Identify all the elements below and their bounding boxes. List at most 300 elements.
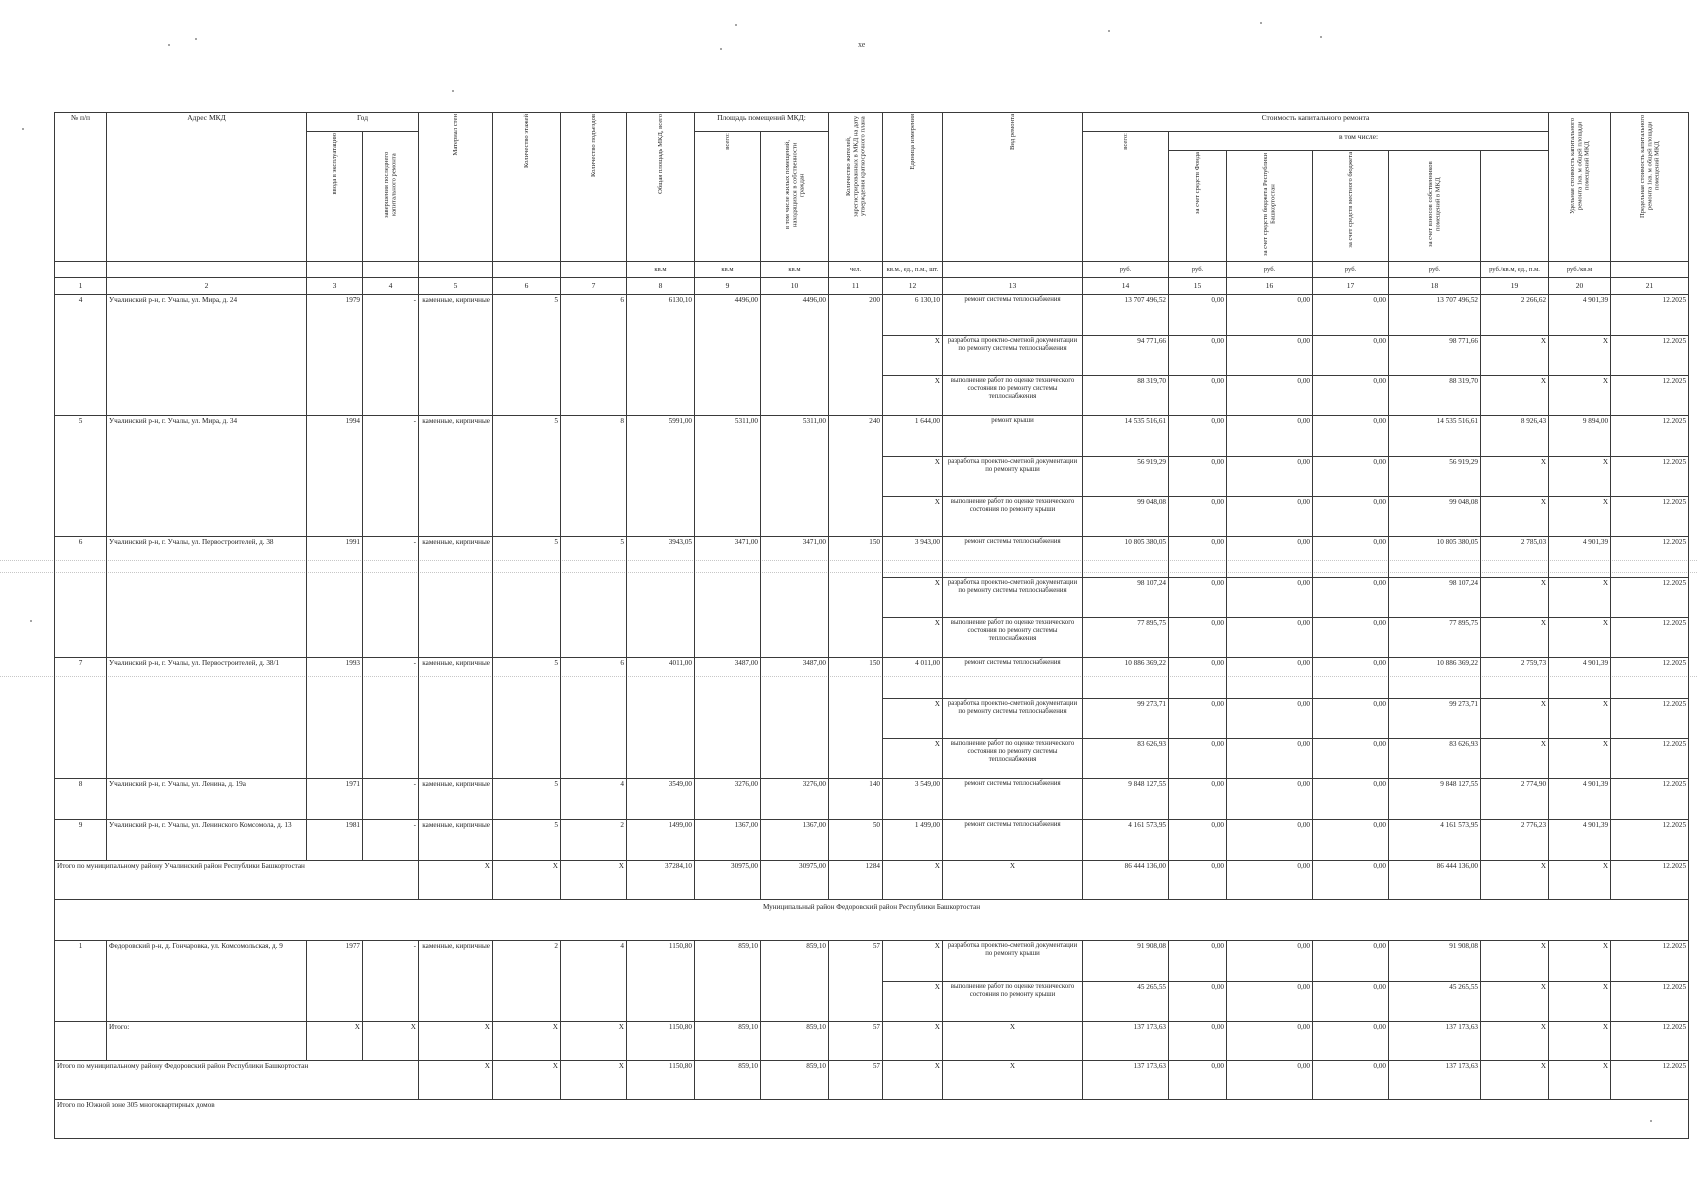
house-material: каменные, кирпичные [419, 820, 493, 861]
total-max-cost: X [1549, 861, 1611, 900]
max-cost: X [1549, 618, 1611, 658]
work-quantity: X [883, 941, 943, 982]
max-cost: X [1549, 941, 1611, 982]
unit-cell: руб./кв.м, ед., п.м. [1481, 262, 1549, 278]
house-last-repair: - [363, 658, 419, 779]
district-total-label: Итого по муниципальному району Федоровский район Республики Башкортостан [55, 1061, 419, 1100]
column-number: 9 [695, 278, 761, 295]
house-row [55, 779, 1689, 820]
total-owners: 86 444 136,00 [1389, 861, 1481, 900]
col-cost-group-header: Стоимость капитального ремонта [1083, 113, 1549, 132]
planned-date: 12.2025 [1611, 537, 1689, 578]
house-premises-private: 3276,00 [761, 779, 829, 820]
work-type: ремонт крыши [943, 416, 1083, 457]
house-residents: 150 [829, 658, 883, 779]
col-residents-header: Количество жителей, зарегистрированных в МКД на дату утверждения краткосрочного плана [829, 113, 883, 262]
total-floors: X [493, 861, 561, 900]
subtotal-area: 1150,80 [627, 1022, 695, 1061]
work-type: разработка проектно-сметной документации по ремонту крыши [943, 941, 1083, 982]
grand-total-row [55, 1100, 1689, 1139]
house-floors: 5 [493, 295, 561, 416]
work-quantity: X [883, 618, 943, 658]
subtotal-floors: X [493, 1022, 561, 1061]
cost-republic: 0,00 [1227, 820, 1313, 861]
total-local: 0,00 [1313, 1061, 1389, 1100]
planned-date: 12.2025 [1611, 497, 1689, 537]
cost-fund: 0,00 [1169, 376, 1227, 416]
house-number: 4 [55, 295, 107, 416]
cost-local: 0,00 [1313, 295, 1389, 336]
column-number: 20 [1549, 278, 1611, 295]
max-cost: 4 901,39 [1549, 537, 1611, 578]
unit-cost: 2 759,73 [1481, 658, 1549, 699]
house-row [55, 295, 1689, 336]
house-year: 1994 [307, 416, 363, 537]
col-unit-cost-header: Удельная стоимость капитального ремонта 1кв. м общей площади помещений МКД [1549, 113, 1611, 262]
work-quantity: 3 943,00 [883, 537, 943, 578]
house-residents: 200 [829, 295, 883, 416]
cost-republic: 0,00 [1227, 295, 1313, 336]
cost-republic: 0,00 [1227, 982, 1313, 1022]
total-cost: 86 444 136,00 [1083, 861, 1169, 900]
cost-local: 0,00 [1313, 699, 1389, 739]
cost-fund: 0,00 [1169, 295, 1227, 336]
unit-cost: X [1481, 982, 1549, 1022]
unit-cell: руб. [1169, 262, 1227, 278]
cost-republic: 0,00 [1227, 779, 1313, 820]
scan-speck [1260, 22, 1262, 24]
total-residents: 1284 [829, 861, 883, 900]
subtotal-premises-private: 859,10 [761, 1022, 829, 1061]
page-mark: хе [858, 40, 866, 49]
planned-date: 12.2025 [1611, 982, 1689, 1022]
unit-cell: кв.м [627, 262, 695, 278]
subtotal-max-cost: X [1549, 1022, 1611, 1061]
cost-fund: 0,00 [1169, 779, 1227, 820]
total-premises: 30975,00 [695, 861, 761, 900]
column-number: 15 [1169, 278, 1227, 295]
column-number: 6 [493, 278, 561, 295]
column-number: 17 [1313, 278, 1389, 295]
house-total-area: 6130,10 [627, 295, 695, 416]
column-number: 14 [1083, 278, 1169, 295]
house-row [55, 941, 1689, 982]
col-floors-header: Количество этажей [493, 113, 561, 262]
house-material: каменные, кирпичные [419, 658, 493, 779]
house-address: Учалинский р-н, г. Учалы, ул. Мира, д. 34 [107, 416, 307, 537]
total-cost: 137 173,63 [1083, 1061, 1169, 1100]
planned-date: 12.2025 [1611, 578, 1689, 618]
total-fund: 0,00 [1169, 1061, 1227, 1100]
unit-cost: X [1481, 699, 1549, 739]
cost-local: 0,00 [1313, 779, 1389, 820]
house-premises-total: 859,10 [695, 941, 761, 1022]
cost-fund: 0,00 [1169, 537, 1227, 578]
house-floors: 5 [493, 416, 561, 537]
subtotal-premises: 859,10 [695, 1022, 761, 1061]
subtotal-fund: 0,00 [1169, 1022, 1227, 1061]
column-number: 18 [1389, 278, 1481, 295]
house-entrances: 2 [561, 820, 627, 861]
house-entrances: 6 [561, 658, 627, 779]
planned-date: 12.2025 [1611, 336, 1689, 376]
work-quantity: X [883, 739, 943, 779]
col-cost-local-header: за счет средств местного бюджета [1313, 151, 1389, 262]
unit-cost: X [1481, 497, 1549, 537]
subtotal-date: 12.2025 [1611, 1022, 1689, 1061]
column-number: 12 [883, 278, 943, 295]
house-premises-total: 1367,00 [695, 820, 761, 861]
planned-date: 12.2025 [1611, 699, 1689, 739]
work-quantity: 4 011,00 [883, 658, 943, 699]
total-work-type: X [943, 861, 1083, 900]
grand-total-label: Итого по Южной зоне 305 многоквартирных домов [55, 1100, 1689, 1139]
work-type: ремонт системы теплоснабжения [943, 537, 1083, 578]
cost-local: 0,00 [1313, 820, 1389, 861]
house-year: 1971 [307, 779, 363, 820]
cost-owners: 99 273,71 [1389, 699, 1481, 739]
unit-cost: X [1481, 739, 1549, 779]
scan-speck [30, 620, 32, 622]
col-premises-private-header: в том числе жилых помещений, находящихся в собственности граждан [761, 132, 829, 262]
max-cost: X [1549, 982, 1611, 1022]
cost-republic: 0,00 [1227, 537, 1313, 578]
column-number: 11 [829, 278, 883, 295]
house-total-area: 3943,05 [627, 537, 695, 658]
column-number-row [55, 278, 1689, 295]
max-cost: X [1549, 497, 1611, 537]
house-premises-private: 5311,00 [761, 416, 829, 537]
work-type: ремонт системы теплоснабжения [943, 820, 1083, 861]
total-area: 1150,80 [627, 1061, 695, 1100]
work-type: разработка проектно-сметной документации по ремонту системы теплоснабжения [943, 699, 1083, 739]
house-number: 6 [55, 537, 107, 658]
column-number: 21 [1611, 278, 1689, 295]
house-floors: 5 [493, 537, 561, 658]
col-cost-republic-header: за счет средств бюджета Республики Башкортостан [1227, 151, 1313, 262]
scan-speck [720, 48, 722, 50]
house-address: Учалинский р-н, г. Учалы, ул. Ленина, д. 19а [107, 779, 307, 820]
max-cost: X [1549, 457, 1611, 497]
max-cost: 4 901,39 [1549, 779, 1611, 820]
house-entrances: 4 [561, 779, 627, 820]
house-number: 9 [55, 820, 107, 861]
cost-owners: 98 107,24 [1389, 578, 1481, 618]
house-last-repair: - [363, 779, 419, 820]
max-cost: X [1549, 699, 1611, 739]
total-max-cost: X [1549, 1061, 1611, 1100]
cost-local: 0,00 [1313, 578, 1389, 618]
unit-cell: руб. [1083, 262, 1169, 278]
cost-local: 0,00 [1313, 457, 1389, 497]
col-entrances-header: Количество подъездов [561, 113, 627, 262]
column-number: 10 [761, 278, 829, 295]
units-row [55, 262, 1689, 278]
total-floors: X [493, 1061, 561, 1100]
cost-fund: 0,00 [1169, 497, 1227, 537]
work-type: ремонт системы теплоснабжения [943, 658, 1083, 699]
col-measure-unit-header: Единица измерения [883, 113, 943, 262]
max-cost: 4 901,39 [1549, 820, 1611, 861]
house-entrances: 6 [561, 295, 627, 416]
district-total-row [55, 861, 1689, 900]
repair-plan-table [54, 112, 1689, 1139]
cost-republic: 0,00 [1227, 941, 1313, 982]
house-last-repair: - [363, 820, 419, 861]
house-year: 1993 [307, 658, 363, 779]
work-type: выполнение работ по оценке технического состояния по ремонту системы теплоснабжения [943, 376, 1083, 416]
cost-owners: 98 771,66 [1389, 336, 1481, 376]
cost-owners: 83 626,93 [1389, 739, 1481, 779]
house-material: каменные, кирпичные [419, 779, 493, 820]
unit-cost: X [1481, 457, 1549, 497]
house-residents: 140 [829, 779, 883, 820]
house-last-repair: - [363, 941, 419, 1022]
total-premises: 859,10 [695, 1061, 761, 1100]
total-quantity: X [883, 861, 943, 900]
cost-total: 10 886 369,22 [1083, 658, 1169, 699]
unit-cell: чел. [829, 262, 883, 278]
work-quantity: X [883, 497, 943, 537]
total-date: 12.2025 [1611, 861, 1689, 900]
cost-local: 0,00 [1313, 497, 1389, 537]
unit-cost: X [1481, 578, 1549, 618]
subtotal-owners: 137 173,63 [1389, 1022, 1481, 1061]
work-quantity: X [883, 982, 943, 1022]
subtotal-last-repair: X [363, 1022, 419, 1061]
subtotal-work-type: X [943, 1022, 1083, 1061]
house-total-area: 4011,00 [627, 658, 695, 779]
work-type: ремонт системы теплоснабжения [943, 779, 1083, 820]
column-number: 1 [55, 278, 107, 295]
house-residents: 50 [829, 820, 883, 861]
cost-fund: 0,00 [1169, 578, 1227, 618]
cost-fund: 0,00 [1169, 618, 1227, 658]
house-year: 1981 [307, 820, 363, 861]
unit-cost: 8 926,43 [1481, 416, 1549, 457]
cost-republic: 0,00 [1227, 618, 1313, 658]
cost-republic: 0,00 [1227, 336, 1313, 376]
col-max-cost-header: Предельная стоимость капитального ремонта 1кв. м общей площади помещений МКД [1611, 113, 1689, 262]
cost-republic: 0,00 [1227, 658, 1313, 699]
column-number: 8 [627, 278, 695, 295]
house-material: каменные, кирпичные [419, 941, 493, 1022]
work-type: выполнение работ по оценке технического состояния по ремонту системы теплоснабжения [943, 618, 1083, 658]
col-cost-total-header: всего: [1083, 132, 1169, 262]
house-entrances: 8 [561, 416, 627, 537]
house-premises-private: 859,10 [761, 941, 829, 1022]
section-header-row [55, 900, 1689, 941]
col-premises-group-header: Площадь помещений МКД: [695, 113, 829, 132]
max-cost: X [1549, 376, 1611, 416]
planned-date: 12.2025 [1611, 376, 1689, 416]
total-entrances: X [561, 1061, 627, 1100]
planned-date: 12.2025 [1611, 416, 1689, 457]
cost-owners: 13 707 496,52 [1389, 295, 1481, 336]
subtotal-entrances: X [561, 1022, 627, 1061]
cost-total: 99 273,71 [1083, 699, 1169, 739]
work-quantity: X [883, 699, 943, 739]
house-premises-total: 5311,00 [695, 416, 761, 537]
planned-date: 12.2025 [1611, 658, 1689, 699]
work-quantity: X [883, 457, 943, 497]
work-type: ремонт системы теплоснабжения [943, 295, 1083, 336]
unit-cost: 2 776,23 [1481, 820, 1549, 861]
house-address: Учалинский р-н, г. Учалы, ул. Мира, д. 24 [107, 295, 307, 416]
cost-local: 0,00 [1313, 537, 1389, 578]
col-material-header: Материал стен [419, 113, 493, 262]
unit-cost: 2 774,90 [1481, 779, 1549, 820]
planned-date: 12.2025 [1611, 295, 1689, 336]
work-quantity: 3 549,00 [883, 779, 943, 820]
unit-cell: кв.м [761, 262, 829, 278]
total-premises-private: 859,10 [761, 1061, 829, 1100]
cost-total: 91 908,08 [1083, 941, 1169, 982]
max-cost: 4 901,39 [1549, 295, 1611, 336]
scan-speck [22, 128, 24, 130]
column-number: 5 [419, 278, 493, 295]
cost-owners: 10 886 369,22 [1389, 658, 1481, 699]
max-cost: X [1549, 578, 1611, 618]
total-work-type: X [943, 1061, 1083, 1100]
house-premises-total: 3487,00 [695, 658, 761, 779]
cost-total: 98 107,24 [1083, 578, 1169, 618]
house-floors: 2 [493, 941, 561, 1022]
total-republic: 0,00 [1227, 1061, 1313, 1100]
cost-fund: 0,00 [1169, 416, 1227, 457]
scan-speck [195, 38, 197, 40]
house-row [55, 416, 1689, 457]
section-title: Муниципальный район Федоровский район Республики Башкортостан [55, 900, 1689, 941]
cost-republic: 0,00 [1227, 376, 1313, 416]
cost-local: 0,00 [1313, 336, 1389, 376]
cost-owners: 91 908,08 [1389, 941, 1481, 982]
total-owners: 137 173,63 [1389, 1061, 1481, 1100]
cost-total: 9 848 127,55 [1083, 779, 1169, 820]
subtotal-quantity: X [883, 1022, 943, 1061]
house-floors: 5 [493, 658, 561, 779]
scan-speck [168, 44, 170, 46]
cost-owners: 45 265,55 [1389, 982, 1481, 1022]
column-number: 13 [943, 278, 1083, 295]
subtotal-republic: 0,00 [1227, 1022, 1313, 1061]
unit-cell: руб. [1389, 262, 1481, 278]
cost-total: 94 771,66 [1083, 336, 1169, 376]
house-residents: 57 [829, 941, 883, 1022]
work-quantity: X [883, 336, 943, 376]
col-year-commission-header: ввода в эксплуатацию [307, 132, 363, 262]
cost-fund: 0,00 [1169, 820, 1227, 861]
cost-total: 45 265,55 [1083, 982, 1169, 1022]
work-type: выполнение работ по оценке технического состояния по ремонту системы теплоснабжения [943, 739, 1083, 779]
total-date: 12.2025 [1611, 1061, 1689, 1100]
house-row [55, 658, 1689, 699]
house-last-repair: - [363, 295, 419, 416]
cost-local: 0,00 [1313, 416, 1389, 457]
house-address: Учалинский р-н, г. Учалы, ул. Первостроителей, д. 38 [107, 537, 307, 658]
cost-local: 0,00 [1313, 618, 1389, 658]
cost-fund: 0,00 [1169, 336, 1227, 376]
unit-cell: кв.м [695, 262, 761, 278]
cost-total: 13 707 496,52 [1083, 295, 1169, 336]
planned-date: 12.2025 [1611, 941, 1689, 982]
work-type: выполнение работ по оценке технического состояния по ремонту крыши [943, 497, 1083, 537]
cost-local: 0,00 [1313, 739, 1389, 779]
cost-local: 0,00 [1313, 376, 1389, 416]
col-num-header: № п/п [55, 113, 107, 262]
max-cost: X [1549, 739, 1611, 779]
cost-owners: 77 895,75 [1389, 618, 1481, 658]
house-material: каменные, кирпичные [419, 416, 493, 537]
total-republic: 0,00 [1227, 861, 1313, 900]
col-year-last-repair-header: завершения последнего капитального ремонта [363, 132, 419, 262]
cost-owners: 14 535 516,61 [1389, 416, 1481, 457]
unit-cell: руб. [1227, 262, 1313, 278]
district-total-label: Итого по муниципальному району Учалинский район Республики Башкортостан [55, 861, 419, 900]
work-type: разработка проектно-сметной документации по ремонту системы теплоснабжения [943, 336, 1083, 376]
house-premises-private: 3487,00 [761, 658, 829, 779]
cost-fund: 0,00 [1169, 941, 1227, 982]
cost-fund: 0,00 [1169, 739, 1227, 779]
unit-cell: руб. [1313, 262, 1389, 278]
house-premises-total: 4496,00 [695, 295, 761, 416]
house-residents: 150 [829, 537, 883, 658]
district-total-row [55, 1061, 1689, 1100]
house-year: 1979 [307, 295, 363, 416]
unit-cost: X [1481, 336, 1549, 376]
cost-total: 88 319,70 [1083, 376, 1169, 416]
planned-date: 12.2025 [1611, 618, 1689, 658]
total-premises-private: 30975,00 [761, 861, 829, 900]
cost-total: 99 048,08 [1083, 497, 1169, 537]
unit-cell: кв.м., ед., п.м., шт. [883, 262, 943, 278]
total-material: X [419, 861, 493, 900]
subtotal-label: Итого: [107, 1022, 307, 1061]
column-number: 16 [1227, 278, 1313, 295]
unit-cost: X [1481, 376, 1549, 416]
column-number: 19 [1481, 278, 1549, 295]
column-number: 4 [363, 278, 419, 295]
cost-owners: 4 161 573,95 [1389, 820, 1481, 861]
house-premises-total: 3276,00 [695, 779, 761, 820]
subtotal-local: 0,00 [1313, 1022, 1389, 1061]
col-cost-including-header: в том числе: [1169, 132, 1549, 151]
cost-total: 14 535 516,61 [1083, 416, 1169, 457]
cost-republic: 0,00 [1227, 578, 1313, 618]
cost-local: 0,00 [1313, 658, 1389, 699]
house-entrances: 5 [561, 537, 627, 658]
cost-republic: 0,00 [1227, 699, 1313, 739]
cost-total: 77 895,75 [1083, 618, 1169, 658]
house-floors: 5 [493, 820, 561, 861]
subtotal-residents: 57 [829, 1022, 883, 1061]
unit-cost: 2 785,03 [1481, 537, 1549, 578]
work-quantity: X [883, 578, 943, 618]
work-quantity: 1 499,00 [883, 820, 943, 861]
work-type: выполнение работ по оценке технического состояния по ремонту крыши [943, 982, 1083, 1022]
cost-fund: 0,00 [1169, 658, 1227, 699]
cost-republic: 0,00 [1227, 457, 1313, 497]
unit-cost: X [1481, 618, 1549, 658]
house-address: Учалинский р-н, г. Учалы, ул. Ленинского Комсомола, д. 13 [107, 820, 307, 861]
col-premises-total-header: всего: [695, 132, 761, 262]
house-number: 1 [55, 941, 107, 1022]
total-local: 0,00 [1313, 861, 1389, 900]
cost-fund: 0,00 [1169, 457, 1227, 497]
scan-speck [452, 90, 454, 92]
total-quantity: X [883, 1061, 943, 1100]
total-residents: 57 [829, 1061, 883, 1100]
